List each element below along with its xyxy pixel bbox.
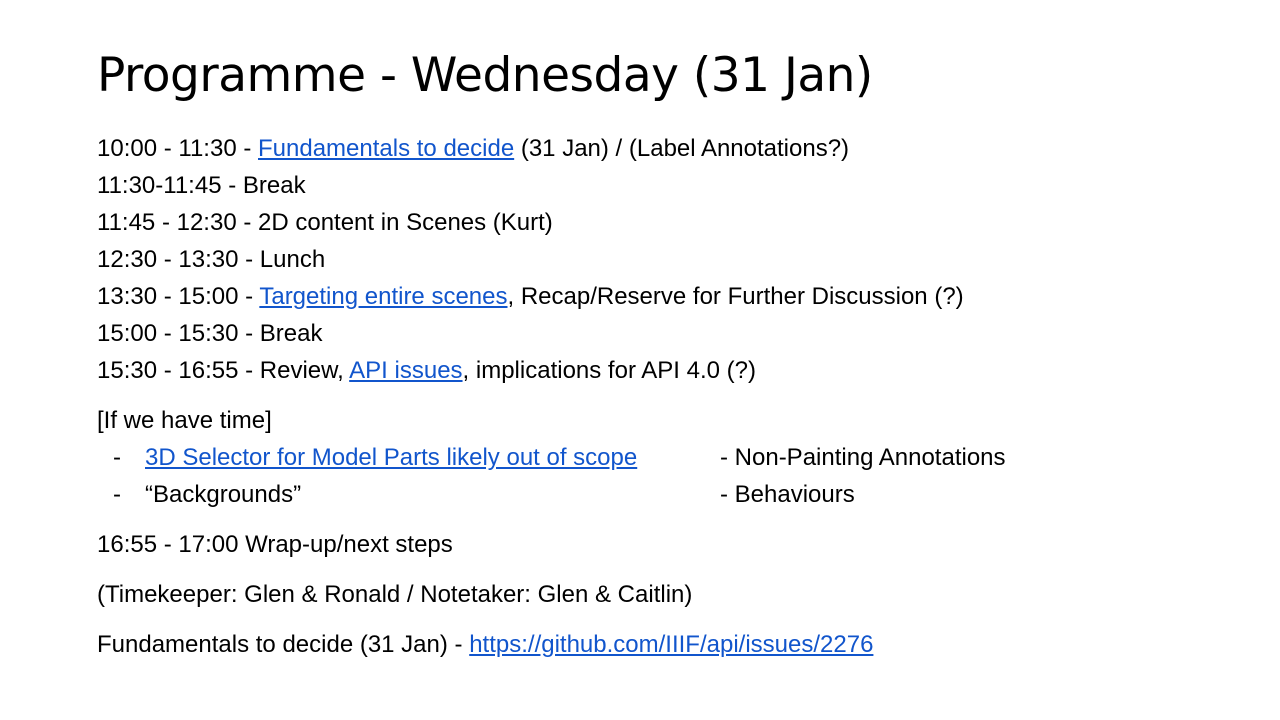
- page-title: Programme - Wednesday (31 Jan): [97, 48, 873, 103]
- api-issues-link[interactable]: API issues: [349, 357, 463, 384]
- schedule-item-1500: 15:00 - 15:30 - Break: [97, 320, 323, 347]
- github-issue-link[interactable]: https://github.com/IIIF/api/issues/2276: [469, 631, 874, 658]
- schedule-item-1230: 12:30 - 13:30 - Lunch: [97, 246, 326, 273]
- spacer: [97, 563, 1197, 576]
- schedule-detail: , implications for API 4.0 (?): [462, 357, 756, 384]
- behaviours-item: - Behaviours: [720, 481, 855, 508]
- schedule-item-1330: [97, 278, 1197, 315]
- spacer: [97, 389, 1197, 402]
- 3d-selector-link[interactable]: 3D Selector for Model Parts likely out of scope: [145, 444, 638, 471]
- if-time-row-2: [97, 476, 1197, 513]
- targeting-entire-scenes-link[interactable]: Targeting entire scenes: [259, 283, 508, 310]
- roles-note: (Timekeeper: Glen & Ronald / Notetaker: Glen & Caitlin): [97, 581, 693, 608]
- schedule-detail: , Recap/Reserve for Further Discussion (?): [507, 283, 964, 310]
- bullet-marker: -: [113, 481, 121, 508]
- non-painting-annotations-item: - Non-Painting Annotations: [720, 444, 1006, 471]
- wrap-up-item: 16:55 - 17:00 Wrap-up/next steps: [97, 531, 453, 558]
- schedule-time: 10:00 - 11:30 -: [97, 135, 258, 162]
- spacer: [97, 513, 1197, 526]
- spacer: [97, 613, 1197, 626]
- fundamentals-link[interactable]: Fundamentals to decide: [258, 135, 515, 162]
- schedule-time: 15:30 - 16:55 - Review,: [97, 357, 350, 384]
- schedule-item-1145: 11:45 - 12:30 - 2D content in Scenes (Kurt): [97, 209, 553, 236]
- schedule-time: 13:30 - 15:00 -: [97, 283, 260, 310]
- schedule-detail: (31 Jan) / (Label Annotations?): [514, 135, 850, 162]
- if-time-heading: [If we have time]: [97, 407, 272, 434]
- slide-body: [97, 130, 1197, 663]
- schedule-item-1130: 11:30-11:45 - Break: [97, 172, 306, 199]
- schedule-item-1000: [97, 130, 1197, 167]
- footer-reference: [97, 626, 1197, 663]
- backgrounds-item: “Backgrounds”: [145, 481, 302, 508]
- footer-label: Fundamentals to decide (31 Jan) -: [97, 631, 470, 658]
- if-time-row-1: [97, 439, 1197, 476]
- bullet-marker: -: [113, 444, 121, 471]
- schedule-item-1530: [97, 352, 1197, 389]
